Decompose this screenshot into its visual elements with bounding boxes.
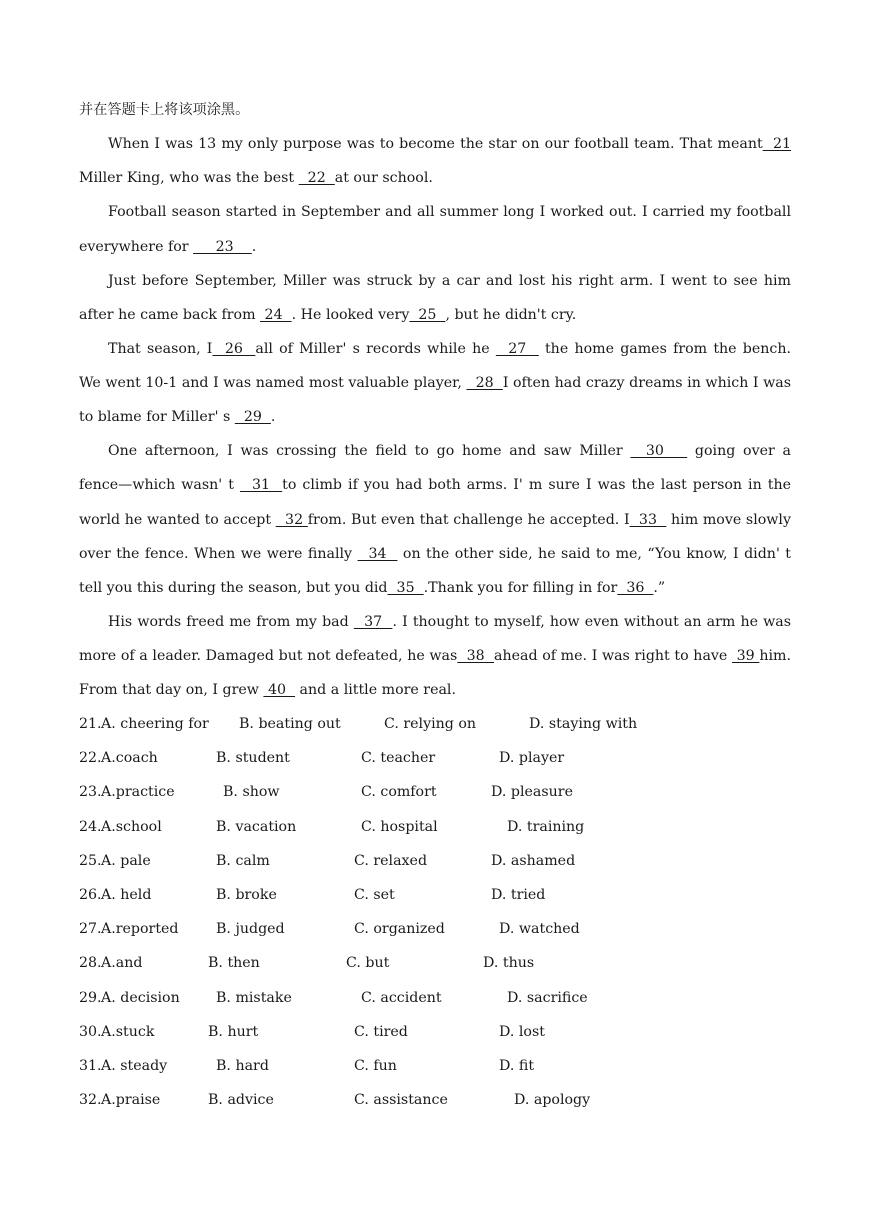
option-c: C. hospital: [361, 818, 438, 835]
option-b: B. advice: [208, 1092, 274, 1109]
blank-35: 35: [387, 580, 424, 596]
option-b: B. hard: [216, 1058, 269, 1074]
question-number: 31.: [79, 1058, 102, 1074]
option-b: B. show: [223, 784, 280, 801]
option-b: B. vacation: [216, 818, 297, 835]
passage-line: Miller King, who was the best 22 at our school.: [79, 170, 433, 186]
blank-34: 34: [357, 546, 398, 562]
blank-25: 25: [409, 307, 446, 323]
option-d: D. training: [507, 818, 585, 835]
passage-line: One afternoon, I was crossing the field to go home and saw Miller 30 going over a: [108, 443, 792, 459]
blank-31: 31: [239, 477, 283, 493]
blank-38: 38: [457, 648, 495, 664]
option-a: A.practice: [101, 784, 175, 801]
passage-line: From that day on, I grew 40 and a little more real.: [79, 682, 456, 698]
blank-21: 21: [762, 136, 792, 152]
option-c: C. set: [354, 887, 395, 903]
option-b: B. hurt: [208, 1023, 259, 1040]
option-d: D. pleasure: [491, 784, 573, 801]
option-c: C. comfort: [361, 784, 437, 801]
passage-line: That season, I 26 all of Miller' s records while he 27 the home games from the bench.: [108, 341, 791, 357]
question-number: 26.: [79, 887, 102, 903]
passage-line: When I was 13 my only purpose was to become the star on our football team. That meant 21: [108, 136, 792, 152]
blank-29: 29: [234, 409, 271, 425]
blank-36: 36: [617, 580, 654, 596]
question-number: 24.: [79, 818, 102, 835]
question-number: 29.: [79, 989, 102, 1006]
option-a: A.coach: [101, 750, 158, 767]
blank-28: 28: [466, 375, 503, 391]
option-b: B. judged: [216, 921, 285, 938]
question-number: 21.: [79, 716, 102, 732]
blank-40: 40: [263, 682, 296, 698]
passage-line: more of a leader. Damaged but not defeated, he was 38 ahead of me. I was right to have 39 him.: [79, 648, 792, 664]
blank-22: 22: [298, 170, 335, 186]
option-d: D. apology: [514, 1092, 591, 1109]
option-d: D. thus: [483, 955, 535, 972]
blank-32: 32: [275, 512, 308, 528]
passage-line: over the fence. When we were finally 34 on the other side, he said to me, “You know, I didn' t: [79, 546, 792, 562]
option-a: A.praise: [101, 1092, 161, 1109]
option-d: D. ashamed: [491, 852, 576, 869]
option-b: B. beating out: [239, 716, 341, 732]
passage-line: Football season started in September and all summer long I worked out. I carried my football: [108, 204, 791, 220]
question-number: 28.: [79, 955, 102, 972]
option-b: B. then: [208, 955, 260, 972]
passage-line: His words freed me from my bad 37 . I thought to myself, how even without an arm he was: [108, 614, 792, 630]
option-d: D. tried: [491, 887, 546, 903]
option-a: A.reported: [101, 921, 179, 938]
option-b: B. broke: [216, 887, 277, 903]
option-c: C. teacher: [361, 750, 436, 767]
option-d: D. fit: [499, 1058, 535, 1074]
question-number: 27.: [79, 921, 102, 938]
option-c: C. organized: [354, 921, 445, 938]
blank-39: 39: [731, 648, 760, 664]
blank-26: 26: [212, 341, 256, 357]
passage-line: everywhere for 23 .: [79, 239, 257, 255]
passage-line: fence—which wasn' t 31 to climb if you had both arms. I' m sure I was the last person in the: [79, 477, 792, 493]
option-a: A. steady: [101, 1058, 168, 1074]
option-a: A. decision: [101, 989, 180, 1006]
blank-30: 30: [630, 443, 688, 459]
passage-line: to blame for Miller' s 29 .: [79, 409, 276, 425]
passage-line: after he came back from 24 . He looked very 25 , but he didn't cry.: [79, 307, 577, 323]
passage-line: We went 10-1 and I was named most valuable player, 28 I often had crazy dreams in which I was: [79, 375, 791, 391]
question-number: 23.: [79, 784, 102, 801]
option-b: B. calm: [216, 852, 270, 869]
option-a: A. held: [101, 887, 152, 903]
blank-37: 37: [353, 614, 393, 630]
blank-24: 24: [260, 307, 292, 323]
option-c: C. accident: [361, 989, 442, 1006]
passage-line: Just before September, Miller was struck by a car and lost his right arm. I went to see him: [108, 273, 791, 289]
question-number: 22.: [79, 750, 102, 767]
option-a: A.and: [101, 955, 143, 972]
option-d: D. sacrifice: [507, 989, 588, 1006]
option-d: D. lost: [499, 1023, 545, 1040]
option-b: B. student: [216, 750, 290, 767]
question-number: 30.: [79, 1023, 102, 1040]
option-d: D. watched: [499, 921, 580, 938]
option-c: C. fun: [354, 1058, 397, 1074]
blank-33: 33: [629, 512, 667, 528]
blank-23: 23: [193, 239, 252, 255]
question-number: 25.: [79, 852, 102, 869]
option-a: A. cheering for: [101, 716, 209, 732]
option-a: A. pale: [101, 852, 151, 869]
option-d: D. staying with: [529, 716, 638, 732]
option-b: B. mistake: [216, 989, 292, 1006]
option-c: C. relaxed: [354, 852, 428, 869]
option-a: A.stuck: [101, 1023, 155, 1040]
option-c: C. assistance: [354, 1092, 448, 1109]
option-c: C. but: [346, 955, 390, 972]
blank-27: 27: [495, 341, 539, 357]
option-c: C. tired: [354, 1023, 408, 1040]
option-c: C. relying on: [384, 716, 477, 732]
question-number: 32.: [79, 1092, 102, 1109]
passage-line: tell you this during the season, but you did 35 .Thank you for filling in for 36 .”: [79, 580, 666, 596]
instruction-text: 并在答题卡上将该项涂黑。: [79, 102, 250, 118]
option-d: D. player: [499, 750, 565, 767]
option-a: A.school: [101, 818, 162, 835]
passage-line: world he wanted to accept 32 from. But even that challenge he accepted. I 33 him move slowly: [79, 512, 791, 528]
